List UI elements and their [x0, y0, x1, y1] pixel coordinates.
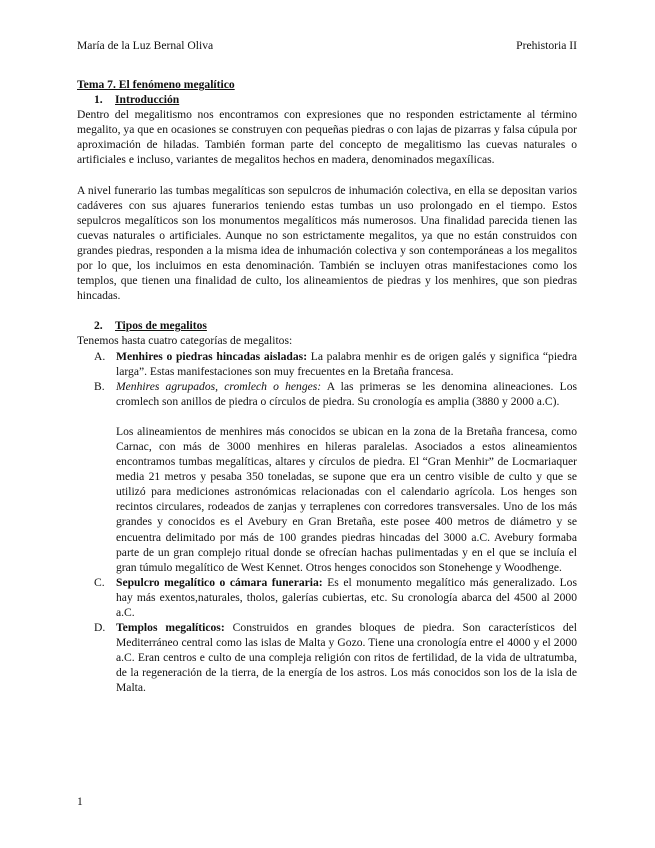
item-text: A las primeras se les denomina alineaciones. Los cromlech son anillos de piedra o círculos de piedra. Su cronología es amplia (3880 y 2000 a.C). — [116, 379, 577, 408]
page-number: 1 — [77, 795, 83, 808]
item-text: Construidos en grandes bloques de piedra. Son característicos del Mediterráneo central como las islas de Malta y Gozo. Tiene una cronología entre el 4000 y el 2000 a.C. Eran centros e culto de una compleja religión con ritos de fertilidad, de la vida de ultratumba, de la regeneración de la tierra, de la energía de los astros. Los más conocidos son los de la isla de Malta. — [116, 621, 577, 695]
section-heading-tipos — [77, 318, 577, 333]
section-title: Introducción — [115, 93, 180, 107]
document-body — [77, 77, 577, 696]
item-term: Menhires o piedras hincadas aisladas: — [116, 349, 308, 363]
list-letter: B. — [94, 379, 105, 393]
item-term: Templos megalíticos: — [116, 621, 225, 635]
item-b-paragraph: Los alineamientos de menhires más conocidos se ubican en la zona de la Bretaña francesa, como Carnac, con más de 3000 menhires en hileras paralelas. Asociados a estos alineamientos encontramos tumbas megalíticas, altares y círculos de piedra. El “Gran Menhir” de Locmariaquer media 21 metros y pesaba 350 toneladas, se supone que era un centro visible de culto y que se utilizó para mediciones astronómicas relacionadas con el calendario agrícola. Los henges son recintos circulares, rodeados de zanjas y terraplenes con corredores transversales. Uno de los más grandes y conocidos es el Avebury en Gran Bretaña, este posee 400 metros de diámetro y se encuentra delimitado por más de 100 grandes piedras hincadas del 3000 a.C. Avebury formaba parte de un gran complejo ritual donde se ofrecían hachas pulimentadas y en el que se incluía el gran túmulo megalítico de West Kennet. Otros henges conocidos son Stonehenge y Woodhenge. — [116, 424, 577, 574]
section-heading-introduccion — [77, 92, 577, 107]
list-item-c — [77, 575, 577, 620]
list-letter: A. — [94, 349, 106, 363]
header-author: María de la Luz Bernal Oliva — [77, 39, 214, 52]
paragraph: A nivel funerario las tumbas megalíticas son sepulcros de inhumación colectiva, en ella se depositan varios cadáveres con sus ajuares funerarios teniendo estas tumbas un uso prolongado en el tiempo. Estos sepulcros megalíticos son los monumentos megalíticos más numerosos. Una finalidad parecida tienen las cuevas naturales o artificiales. Aunque no son estrictamente megalitos, ya que no están construidos con grandes piedras, responden a la misma idea de inhumación colectiva y son contemporáneas a los megalitos por lo que, los incluimos en esta denominación. También se incluyen otras manifestaciones como los templos, que tienen una finalidad de culto, los alineamientos de piedras y los menhires, que son piedras hincadas. — [77, 183, 577, 303]
item-term: Sepulcro megalítico o cámara funeraria: — [116, 575, 323, 589]
document-title: Tema 7. El fenómeno megalítico — [77, 78, 235, 91]
list-letter: C. — [94, 575, 105, 589]
item-term: Menhires agrupados, cromlech o henges: — [116, 379, 322, 393]
section-title: Tipos de megalitos — [115, 319, 207, 333]
list-item-a — [77, 349, 577, 379]
header-course: Prehistoria II — [516, 39, 577, 52]
paragraph: Dentro del megalitismo nos encontramos con expresiones que no responden estrictamente al término megalito, ya que en ocasiones se construyen con pequeñas piedras o con lajas de pizarras y falsa cúpula por aproximación de hiladas. También forman parte del concepto de megalitismo las cuevas naturales o artificiales e incluso, variantes de megalitos hechos en madera, denominados megaxílicas. — [77, 108, 577, 167]
section-intro: Tenemos hasta cuatro categorías de megalitos: — [77, 334, 293, 348]
item-text: La palabra menhir es de origen galés y significa “piedra larga”. Estas manifestaciones son muy frecuentes en la Bretaña francesa. — [116, 349, 578, 378]
list-item-d — [77, 620, 577, 695]
item-text: Es el monumento megalítico más generalizado. Los hay más exentos,naturales, tholos, galerías cubiertas, etc. Su cronología abarca del 4500 al 2000 a.C. — [116, 575, 577, 619]
section-number: 1. — [94, 93, 103, 107]
list-item-body — [116, 349, 577, 379]
list-item-body — [116, 379, 577, 409]
list-letter: D. — [94, 621, 106, 635]
list-item-body — [116, 575, 577, 620]
section-number: 2. — [94, 319, 103, 333]
list-item-b — [77, 379, 577, 409]
list-item-body — [116, 620, 577, 695]
